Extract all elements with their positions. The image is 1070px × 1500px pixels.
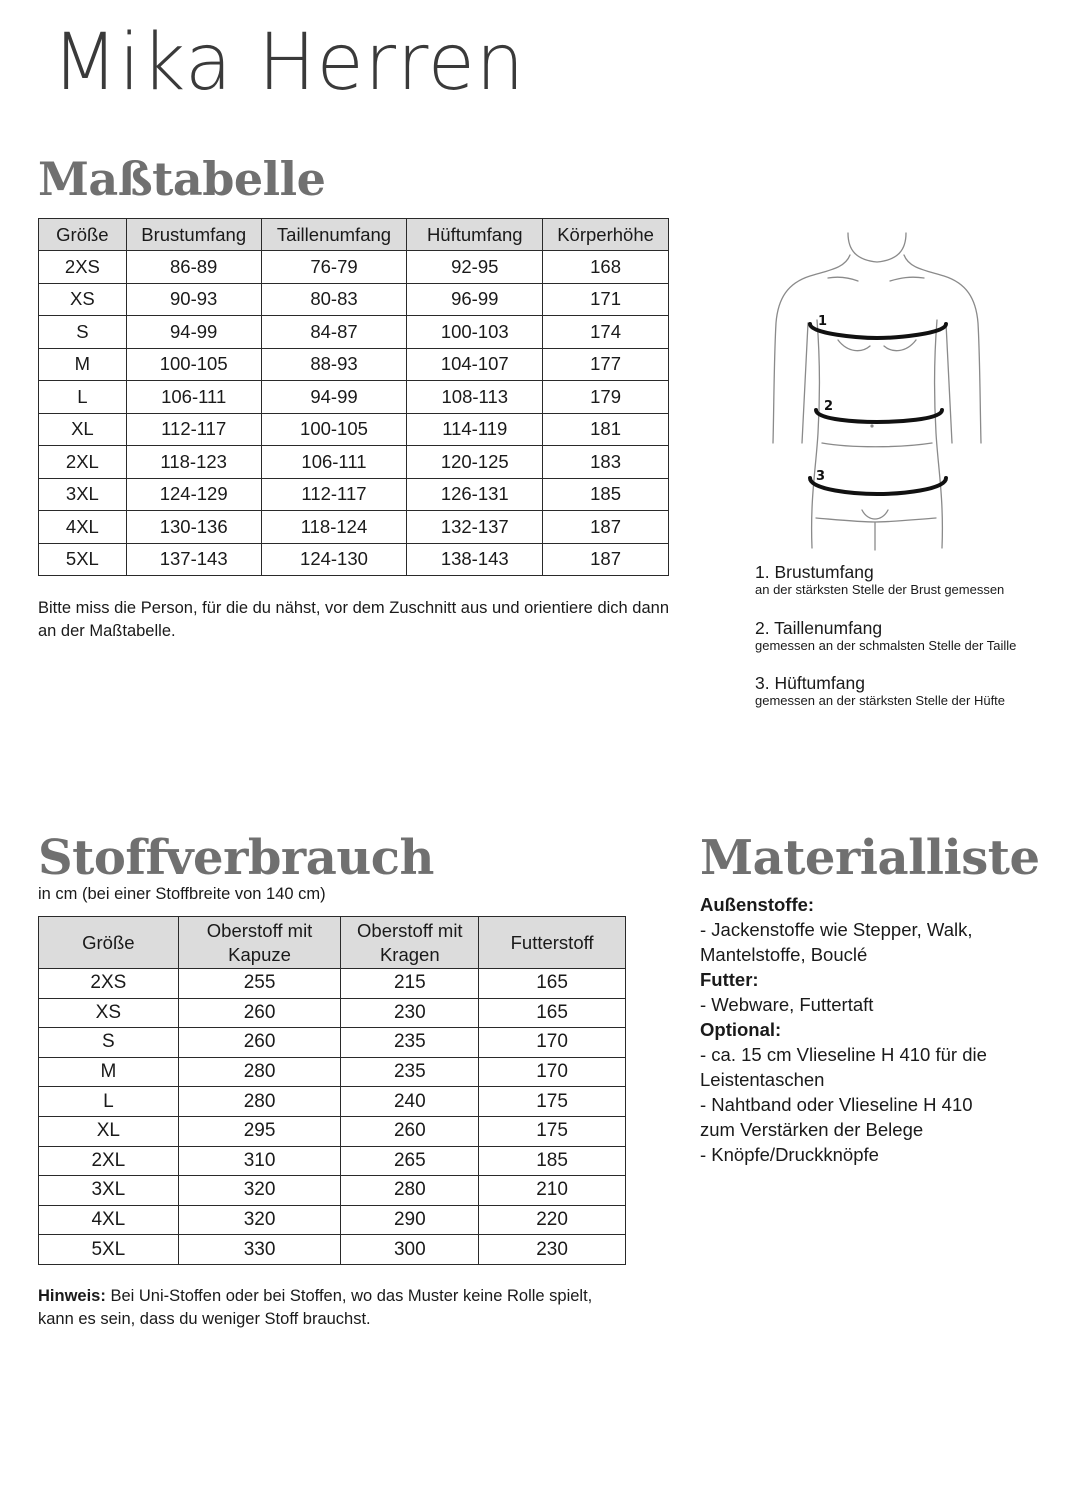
value-cell: 94-99 [126, 316, 261, 349]
body-measurement-figure [760, 228, 990, 558]
value-cell: 104-107 [407, 348, 543, 381]
value-cell: 124-130 [261, 543, 407, 576]
size-cell: 2XS [39, 969, 179, 999]
size-chart-row [39, 316, 669, 349]
value-cell: 76-79 [261, 251, 407, 284]
value-cell: 181 [543, 413, 669, 446]
fabric-usage-row [39, 969, 626, 999]
legend-item-hip [755, 673, 1005, 709]
column-header-outer-hood [178, 917, 341, 969]
value-cell: 137-143 [126, 543, 261, 576]
legend-subtitle: an der stärksten Stelle der Brust gemessen [755, 582, 1005, 597]
fabric-usage-subheading: in cm (bei einer Stoffbreite von 140 cm) [38, 885, 326, 903]
column-header-height: Körperhöhe [543, 219, 669, 251]
value-cell: 260 [178, 998, 341, 1028]
shoulder-left [773, 255, 850, 443]
value-cell: 230 [341, 998, 479, 1028]
value-cell: 165 [479, 998, 626, 1028]
size-chart-note: Bitte miss die Person, für die du nähst, vor dem Zuschnitt aus und orientiere dich dann an der Maßtabelle. [38, 599, 670, 640]
material-item: - Jackenstoffe wie Stepper, Walk, [700, 919, 973, 940]
size-chart-table [38, 218, 669, 576]
column-header-waist: Taillenumfang [261, 219, 407, 251]
size-cell: XL [39, 1116, 179, 1146]
chest-measure-line [810, 324, 946, 338]
marker-1: 1 [818, 314, 828, 329]
value-cell: 118-124 [261, 511, 407, 544]
value-cell: 265 [341, 1146, 479, 1176]
value-cell: 174 [543, 316, 669, 349]
value-cell: 80-83 [261, 283, 407, 316]
value-cell: 90-93 [126, 283, 261, 316]
value-cell: 255 [178, 969, 341, 999]
header-line: Größe [82, 931, 135, 953]
size-cell: 2XS [39, 251, 127, 284]
value-cell: 230 [479, 1235, 626, 1265]
material-item: - Nahtband oder Vlieseline H 410 [700, 1094, 973, 1115]
fabric-usage-row [39, 1116, 626, 1146]
material-item: - Knöpfe/Druckknöpfe [700, 1144, 879, 1165]
value-cell: 88-93 [261, 348, 407, 381]
size-cell: 5XL [39, 1235, 179, 1265]
value-cell: 177 [543, 348, 669, 381]
column-header-lining [479, 917, 626, 969]
size-chart-header-row [39, 219, 669, 251]
value-cell: 171 [543, 283, 669, 316]
value-cell: 210 [479, 1176, 626, 1206]
value-cell: 310 [178, 1146, 341, 1176]
legend-subtitle: gemessen an der schmalsten Stelle der Taille [755, 638, 1017, 653]
value-cell: 126-131 [407, 478, 543, 511]
value-cell: 175 [479, 1116, 626, 1146]
material-item: zum Verstärken der Belege [700, 1119, 924, 1140]
size-cell: XS [39, 998, 179, 1028]
size-chart-row [39, 446, 669, 479]
size-cell: 3XL [39, 478, 127, 511]
value-cell: 185 [479, 1146, 626, 1176]
value-cell: 114-119 [407, 413, 543, 446]
fabric-usage-table [38, 916, 626, 1265]
legend-subtitle: gemessen an der stärksten Stelle der Hüfte [755, 693, 1006, 708]
header-line: Kragen [379, 943, 440, 965]
material-item: - Webware, Futtertaft [700, 994, 874, 1015]
value-cell: 280 [178, 1057, 341, 1087]
marker-2: 2 [824, 399, 834, 414]
value-cell: 215 [341, 969, 479, 999]
value-cell: 168 [543, 251, 669, 284]
column-header-hip: Hüftumfang [407, 219, 543, 251]
fabric-usage-row [39, 1028, 626, 1058]
value-cell: 300 [341, 1235, 479, 1265]
value-cell: 187 [543, 543, 669, 576]
note-label: Hinweis: [38, 1287, 106, 1305]
legend-item-chest [755, 562, 1004, 598]
value-cell: 112-117 [261, 478, 407, 511]
value-cell: 179 [543, 381, 669, 414]
fabric-usage-row [39, 1235, 626, 1265]
fabric-usage-row [39, 1087, 626, 1117]
legend-title: 3. Hüftumfang [755, 673, 865, 693]
size-chart-heading: Maßtabelle [38, 152, 326, 206]
fabric-usage-row [39, 998, 626, 1028]
value-cell: 175 [479, 1087, 626, 1117]
column-header-size [39, 917, 179, 969]
value-cell: 330 [178, 1235, 341, 1265]
value-cell: 295 [178, 1116, 341, 1146]
value-cell: 132-137 [407, 511, 543, 544]
size-cell: M [39, 348, 127, 381]
size-chart-row [39, 348, 669, 381]
size-chart-row [39, 381, 669, 414]
header-line: Oberstoff mit [357, 919, 463, 941]
size-cell: 3XL [39, 1176, 179, 1206]
value-cell: 220 [479, 1205, 626, 1235]
material-category: Futter: [700, 969, 759, 990]
waist-measure-line [816, 410, 942, 422]
column-header-outer-collar [341, 917, 479, 969]
size-cell: S [39, 1028, 179, 1058]
legend-item-waist [755, 618, 1016, 654]
navel [870, 424, 873, 427]
value-cell: 106-111 [261, 446, 407, 479]
value-cell: 138-143 [407, 543, 543, 576]
value-cell: 320 [178, 1176, 341, 1206]
material-list-heading: Materialliste [700, 830, 1040, 886]
size-cell: 5XL [39, 543, 127, 576]
material-category: Optional: [700, 1019, 782, 1040]
size-cell: L [39, 381, 127, 414]
hip-measure-line [810, 478, 946, 494]
value-cell: 185 [543, 478, 669, 511]
fabric-usage-row [39, 1146, 626, 1176]
marker-3: 3 [816, 469, 826, 484]
size-cell: XS [39, 283, 127, 316]
legend-title: 2. Taillenumfang [755, 618, 883, 638]
value-cell: 187 [543, 511, 669, 544]
material-category: Außenstoffe: [700, 894, 815, 915]
value-cell: 290 [341, 1205, 479, 1235]
value-cell: 108-113 [407, 381, 543, 414]
value-cell: 112-117 [126, 413, 261, 446]
size-cell: S [39, 316, 127, 349]
size-chart-row [39, 283, 669, 316]
size-chart-row [39, 543, 669, 576]
value-cell: 118-123 [126, 446, 261, 479]
header-line: Futterstoff [510, 931, 594, 953]
neck-outline [848, 233, 906, 262]
size-chart-row [39, 413, 669, 446]
value-cell: 235 [341, 1028, 479, 1058]
value-cell: 100-103 [407, 316, 543, 349]
document-title: Mika Herren [52, 18, 526, 108]
value-cell: 240 [341, 1087, 479, 1117]
legend-title: 1. Brustumfang [755, 562, 874, 582]
size-chart-row [39, 251, 669, 284]
size-chart-row [39, 511, 669, 544]
value-cell: 170 [479, 1028, 626, 1058]
value-cell: 124-129 [126, 478, 261, 511]
value-cell: 100-105 [261, 413, 407, 446]
value-cell: 320 [178, 1205, 341, 1235]
header-line: Oberstoff mit [206, 919, 313, 941]
value-cell: 92-95 [407, 251, 543, 284]
size-cell: M [39, 1057, 179, 1087]
value-cell: 165 [479, 969, 626, 999]
material-list [700, 892, 1030, 1167]
value-cell: 170 [479, 1057, 626, 1087]
value-cell: 86-89 [126, 251, 261, 284]
size-cell: 2XL [39, 446, 127, 479]
value-cell: 260 [178, 1028, 341, 1058]
size-cell: 2XL [39, 1146, 179, 1176]
shoulder-right [904, 255, 981, 443]
fabric-usage-row [39, 1205, 626, 1235]
value-cell: 120-125 [407, 446, 543, 479]
value-cell: 235 [341, 1057, 479, 1087]
value-cell: 183 [543, 446, 669, 479]
fabric-usage-header-row [39, 917, 626, 969]
fabric-usage-row [39, 1057, 626, 1087]
size-cell: 4XL [39, 511, 127, 544]
size-cell: XL [39, 413, 127, 446]
value-cell: 84-87 [261, 316, 407, 349]
fabric-usage-heading: Stoffverbrauch [38, 830, 434, 886]
material-item: Leistentaschen [700, 1069, 825, 1090]
value-cell: 96-99 [407, 283, 543, 316]
note-text: Bei Uni-Stoffen oder bei Stoffen, wo das Muster keine Rolle spielt, kann es sein, dass du weniger Stoff brauchst. [38, 1287, 593, 1328]
value-cell: 280 [341, 1176, 479, 1206]
fabric-usage-note [38, 1285, 598, 1331]
size-cell: L [39, 1087, 179, 1117]
value-cell: 106-111 [126, 381, 261, 414]
header-line: Kapuze [228, 943, 291, 965]
value-cell: 100-105 [126, 348, 261, 381]
column-header-chest: Brustumfang [126, 219, 261, 251]
value-cell: 94-99 [261, 381, 407, 414]
value-cell: 280 [178, 1087, 341, 1117]
material-item: - ca. 15 cm Vlieseline H 410 für die [700, 1044, 987, 1065]
material-item: Mantelstoffe, Bouclé [700, 944, 868, 965]
size-chart-row [39, 478, 669, 511]
value-cell: 260 [341, 1116, 479, 1146]
value-cell: 130-136 [126, 511, 261, 544]
size-cell: 4XL [39, 1205, 179, 1235]
fabric-usage-row [39, 1176, 626, 1206]
column-header-size: Größe [39, 219, 127, 251]
